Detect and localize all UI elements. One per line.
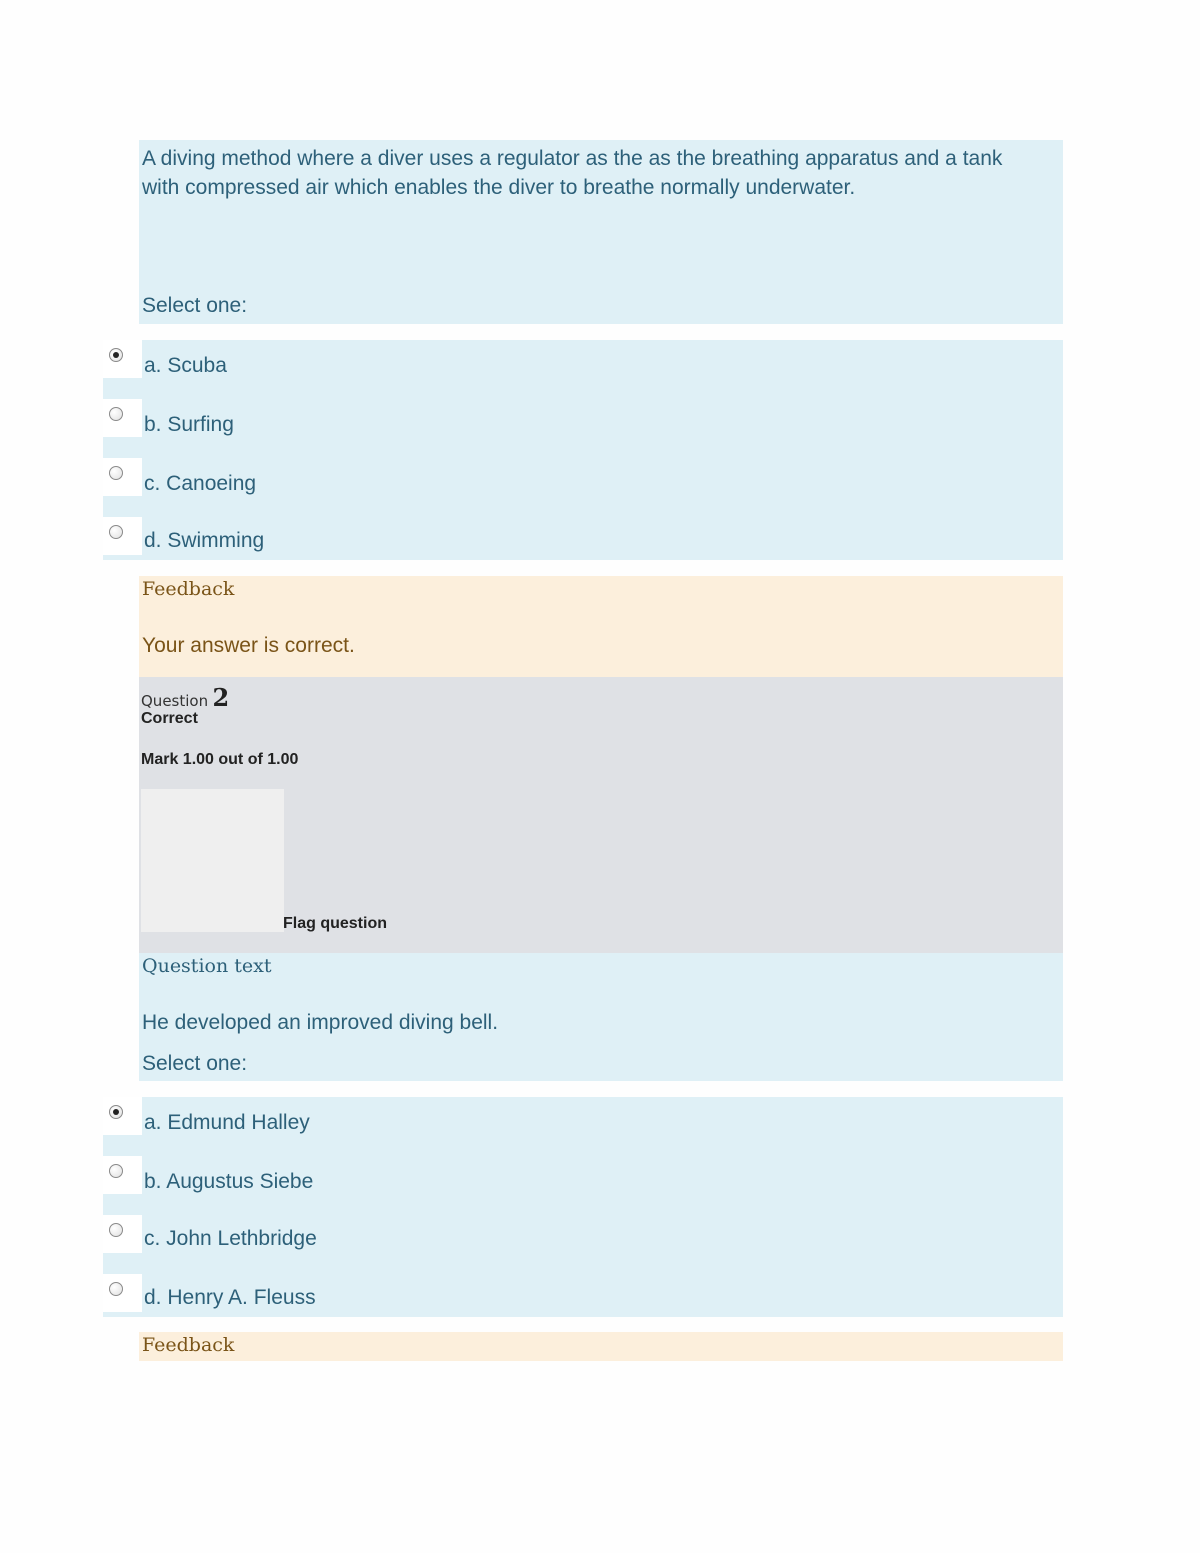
radio-button-checked[interactable]	[109, 1105, 123, 1119]
radio-cell	[103, 517, 142, 555]
radio-cell	[103, 1156, 142, 1194]
radio-button[interactable]	[109, 407, 123, 421]
radio-button[interactable]	[109, 1164, 123, 1178]
feedback-title: Feedback	[142, 1334, 235, 1356]
question-2-prompt: He developed an improved diving bell.	[142, 1011, 499, 1034]
question-1-text-box	[139, 140, 1063, 324]
question-2-info	[139, 677, 1063, 953]
radio-button[interactable]	[109, 1223, 123, 1237]
answer-label[interactable]: d. Swimming	[144, 529, 265, 552]
radio-cell	[103, 1215, 142, 1253]
answer-option[interactable]	[103, 1215, 1063, 1271]
answer-label[interactable]: c. Canoeing	[144, 472, 257, 495]
answer-label[interactable]: b. Augustus Siebe	[144, 1170, 314, 1193]
question-text-label: Question text	[142, 955, 272, 977]
flag-icon[interactable]	[141, 789, 284, 932]
question-1-prompt: A diving method where a diver uses a regulator as the as the breathing apparatus and a tank with compressed air which enables the diver to breathe normally underwater.	[142, 147, 1003, 199]
feedback-text: Your answer is correct.	[142, 634, 355, 657]
answer-option[interactable]	[103, 1274, 1063, 1330]
radio-cell	[103, 1097, 142, 1135]
question-1-feedback	[139, 576, 1063, 677]
radio-cell	[103, 340, 142, 378]
radio-button-checked[interactable]	[109, 348, 123, 362]
answer-option[interactable]	[103, 458, 1063, 514]
answer-option[interactable]	[103, 1156, 1063, 1212]
radio-cell	[103, 1274, 142, 1312]
question-number-value: 2	[212, 683, 230, 712]
answer-label[interactable]: a. Edmund Halley	[144, 1111, 310, 1134]
question-state: Correct	[141, 710, 198, 727]
answer-label[interactable]: a. Scuba	[144, 354, 227, 377]
answer-option[interactable]	[103, 340, 1063, 396]
answer-option[interactable]	[103, 517, 1063, 573]
question-grade: Mark 1.00 out of 1.00	[141, 751, 299, 768]
question-2-answers	[103, 1097, 1063, 1317]
question-1-answers	[103, 340, 1063, 560]
question-number	[141, 683, 229, 712]
question-2-feedback	[139, 1332, 1063, 1361]
answer-label[interactable]: d. Henry A. Fleuss	[144, 1286, 316, 1309]
radio-cell	[103, 458, 142, 496]
radio-button[interactable]	[109, 1282, 123, 1296]
flag-question-link[interactable]: Flag question	[283, 915, 387, 932]
question-2-text-box	[139, 953, 1063, 1081]
question-word: Question	[141, 692, 209, 710]
radio-button[interactable]	[109, 525, 123, 539]
answer-label[interactable]: b. Surfing	[144, 413, 234, 436]
answer-option[interactable]	[103, 399, 1063, 455]
answer-label[interactable]: c. John Lethbridge	[144, 1227, 317, 1250]
radio-cell	[103, 399, 142, 437]
question-1-select-label: Select one:	[142, 294, 248, 317]
question-2-select-label: Select one:	[142, 1052, 248, 1075]
radio-button[interactable]	[109, 466, 123, 480]
answer-option[interactable]	[103, 1097, 1063, 1153]
feedback-title: Feedback	[142, 578, 235, 600]
